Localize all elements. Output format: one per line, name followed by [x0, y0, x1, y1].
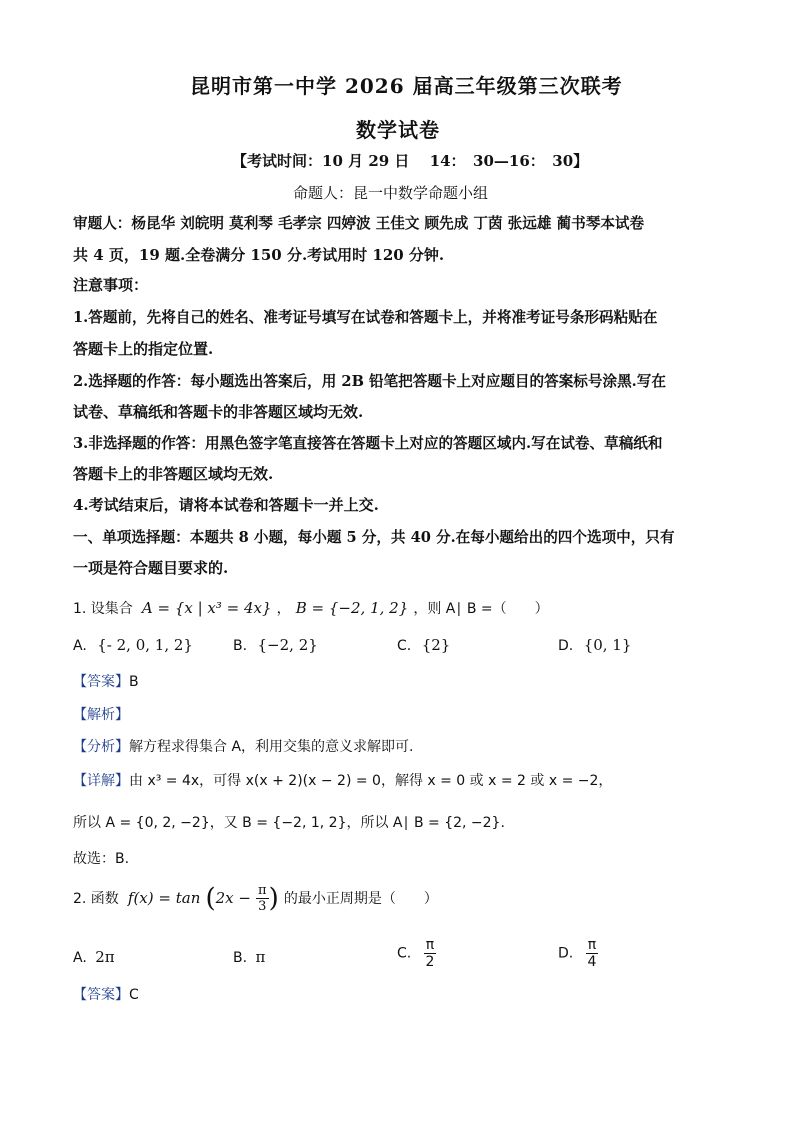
note-line: 答题卡上的指定位置.: [73, 340, 214, 358]
answer-value: C: [129, 987, 139, 1003]
note-line: 4.考试结束后，请将本试卷和答题卡一并上交.: [73, 496, 379, 514]
detail-line-2: 所以 A = {0, 2, −2}，又 B = {−2, 1, 2}，所以 A∣ B = {2, −2}.: [73, 815, 505, 831]
pi-over-three: $\frac{\pi}{3}$: [258, 883, 267, 914]
note-line: 试卷、草稿纸和答题卡的非答题区域均无效.: [73, 403, 364, 421]
exam-reviewers: 审题人：杨昆华 刘皖明 莫利琴 毛孝宗 四婷波 王佳文 顾先成 丁茵 张远雄 蔺书琴本试卷: [73, 215, 645, 232]
exam-title: 昆明市第一中学 2026 届高三年级第三次联考: [190, 74, 623, 98]
question-1: 1. 设集合 A = {x | x³ = 4x} ， B = {−2, 1, 2} ，则 A∣ B =（ ）: [73, 599, 549, 617]
answer-line: [73, 671, 139, 691]
notes-heading: 注意事项：: [73, 276, 149, 294]
exam-time: 【考试时间：10 月 29 日 14： 30—16： 30】: [232, 152, 589, 170]
set-b: B = {−2, 1, 2}: [295, 599, 409, 617]
detail-tag: 【详解】: [73, 773, 129, 789]
option-a[interactable]: A. 2π: [73, 948, 115, 966]
note-line: 2.选择题的作答：每小题选出答案后，用 2B 铅笔把答题卡上对应题目的答案标号涂黑.写在: [73, 373, 666, 390]
answer-value: B: [129, 674, 139, 690]
answer-tag: 【答案】: [73, 987, 129, 1003]
exam-authors: 命题人：昆一中数学命题小组: [293, 184, 489, 202]
option-b[interactable]: B. π: [233, 948, 266, 966]
detail-text-1: 由 x³ = 4x，可得 x(x + 2)(x − 2) = 0，解得 x = 0 或 x = 2 或 x = −2，: [129, 773, 613, 789]
fenxi-tag: 【分析】: [73, 739, 129, 755]
option-d[interactable]: D. {0, 1}: [558, 636, 632, 654]
question-ask: 的最小正周期是（ ）: [283, 891, 438, 907]
section-heading: 一、单项选择题：本题共 8 小题，每小题 5 分，共 40 分.在每小题给出的四个选项中，只有: [73, 529, 675, 546]
set-a: A = {x | x³ = 4x}: [141, 599, 272, 617]
note-line: 3.非选择题的作答：用黑色签字笔直接答在答题卡上对应的答题区域内.写在试卷、草稿纸和: [73, 435, 663, 452]
option-c[interactable]: C. {2}: [397, 636, 451, 654]
note-line: 1.答题前，先将自己的姓名、准考证号填写在试卷和答题卡上，并将准考证号条形码粘贴在: [73, 309, 658, 326]
detail-line: [73, 770, 612, 790]
question-number: 2. 函数: [73, 891, 119, 907]
conclusion: 故选：B.: [73, 851, 130, 867]
question-number: 1. 设集合: [73, 601, 133, 617]
option-d[interactable]: D. $\frac{\pi}{4}$: [558, 937, 597, 970]
exam-subtitle: 数学试卷: [356, 118, 440, 142]
fenxi-line: [73, 736, 413, 756]
analysis-tag: 【解析】: [73, 707, 129, 723]
option-c[interactable]: C. $\frac{\pi}{2}$: [397, 937, 435, 970]
answer-tag: 【答案】: [73, 674, 129, 690]
fenxi-text: 解方程求得集合 A，利用交集的意义求解即可.: [129, 739, 414, 755]
exam-summary: 共 4 页，19 题.全卷满分 150 分.考试用时 120 分钟.: [73, 246, 445, 264]
option-a[interactable]: A. {- 2, 0, 1, 2}: [73, 636, 193, 654]
answer-line: [73, 984, 139, 1004]
question-ask: ，则 A∣ B =（ ）: [413, 601, 549, 617]
function-inner: 2x −: [215, 889, 251, 907]
option-b[interactable]: B. {−2, 2}: [233, 636, 318, 654]
function-expr: f(x) = tan: [127, 889, 201, 907]
note-line: 答题卡上的非答题区域均无效.: [73, 465, 274, 483]
section-heading-cont: 一项是符合题目要求的.: [73, 559, 229, 577]
question-2: 2. 函数 f(x) = tan (2x − $\frac{\pi}{3}$ ) 的最小正周期是（ ）: [73, 883, 438, 914]
